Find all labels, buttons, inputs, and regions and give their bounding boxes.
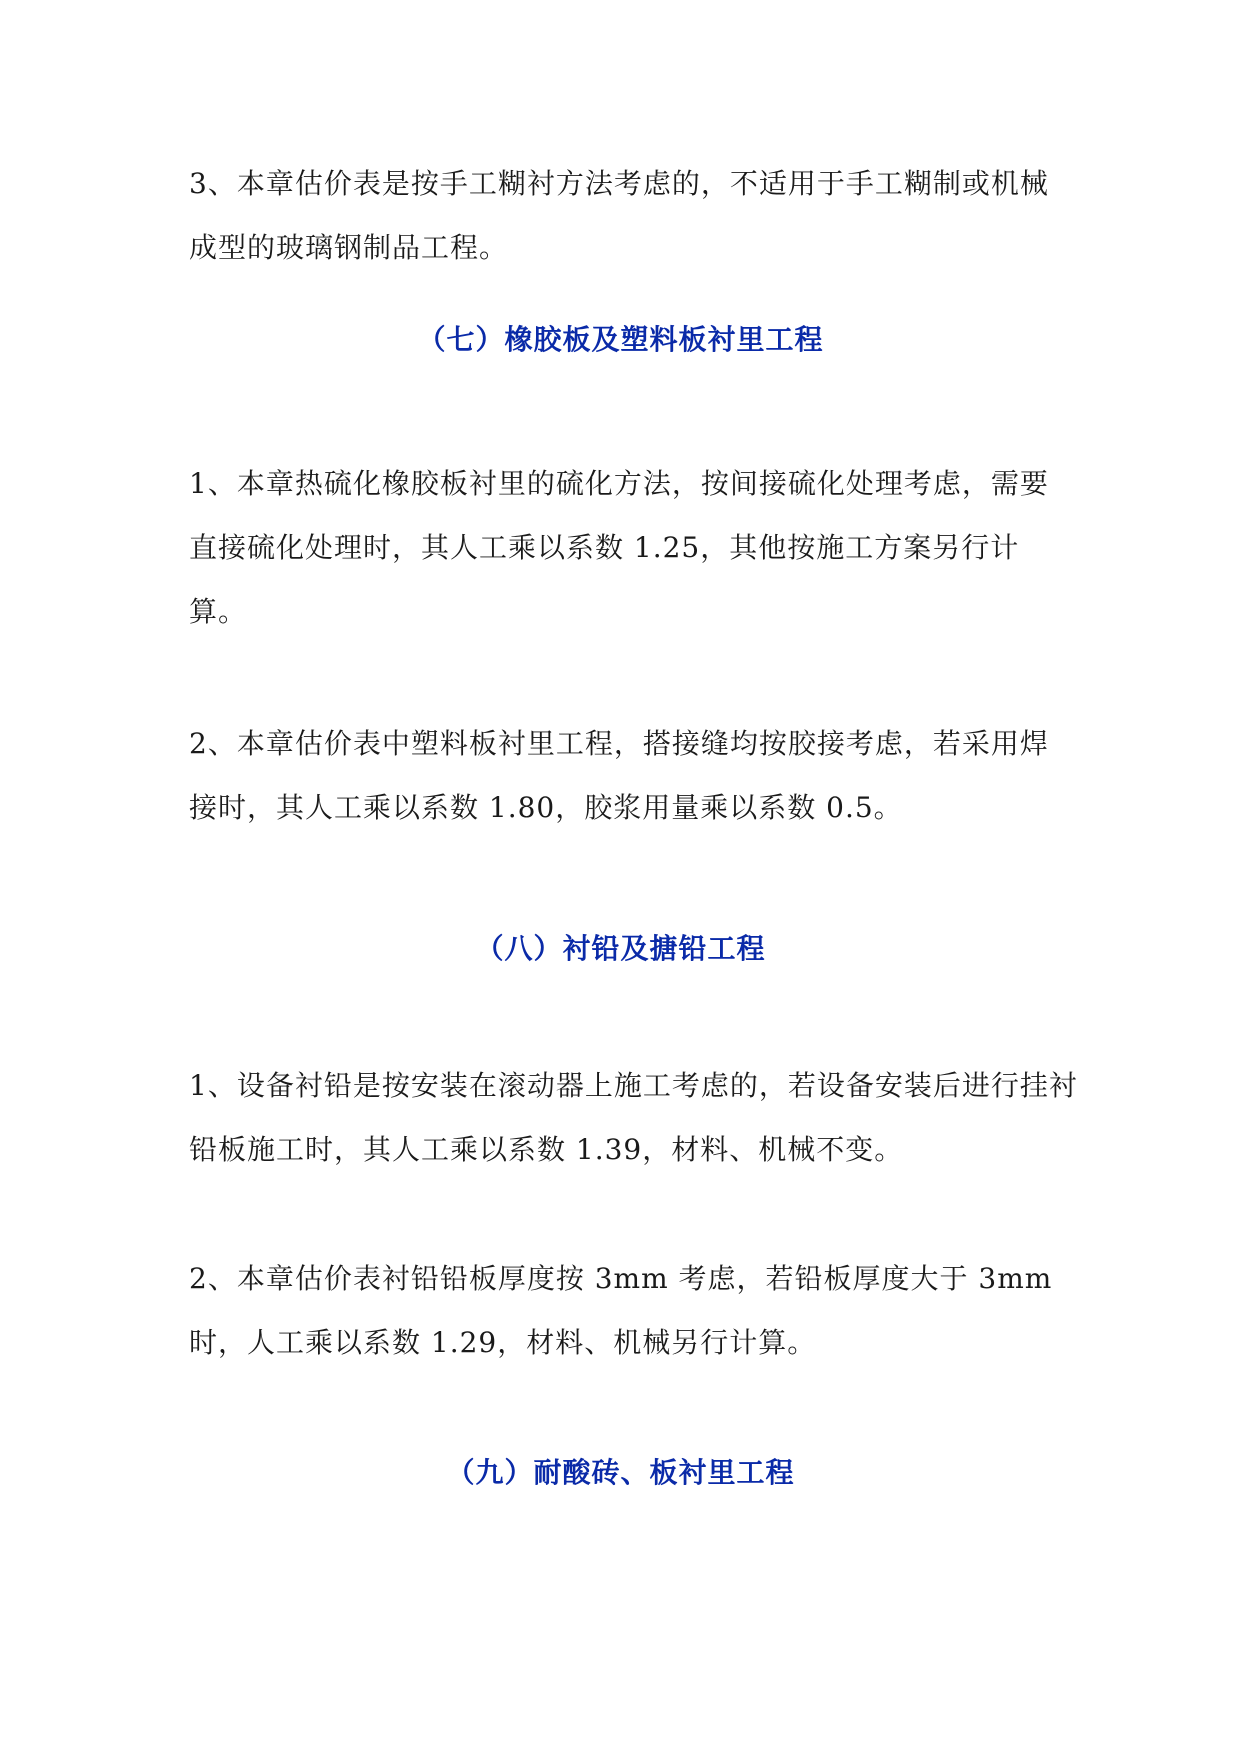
paragraph-7-1: 1、本章热硫化橡胶板衬里的硫化方法，按间接硫化处理考虑，需要直接硫化处理时，其人工乘以系数 1.25，其他按施工方案另行计算。 (189, 467, 1049, 628)
section-heading-9: （九）耐酸砖、板衬里工程 (446, 1456, 795, 1489)
paragraph-prev-3: 3、本章估价表是按手工糊衬方法考虑的，不适用于手工糊制或机械成型的玻璃钢制品工程。 (189, 167, 1049, 264)
section-heading-7: （七）橡胶板及塑料板衬里工程 (417, 323, 824, 356)
section-heading-8: （八）衬铅及搪铅工程 (475, 932, 766, 965)
paragraph-8-2: 2、本章估价表衬铅铅板厚度按 3mm 考虑，若铅板厚度大于 3mm 时，人工乘以系数 1.29，材料、机械另行计算。 (189, 1262, 1053, 1359)
paragraph-8-1: 1、设备衬铅是按安装在滚动器上施工考虑的，若设备安装后进行挂衬铅板施工时，其人工乘以系数 1.39，材料、机械不变。 (189, 1069, 1078, 1166)
paragraph-7-2: 2、本章估价表中塑料板衬里工程，搭接缝均按胶接考虑，若采用焊接时，其人工乘以系数 1.80，胶浆用量乘以系数 0.5。 (189, 727, 1049, 824)
